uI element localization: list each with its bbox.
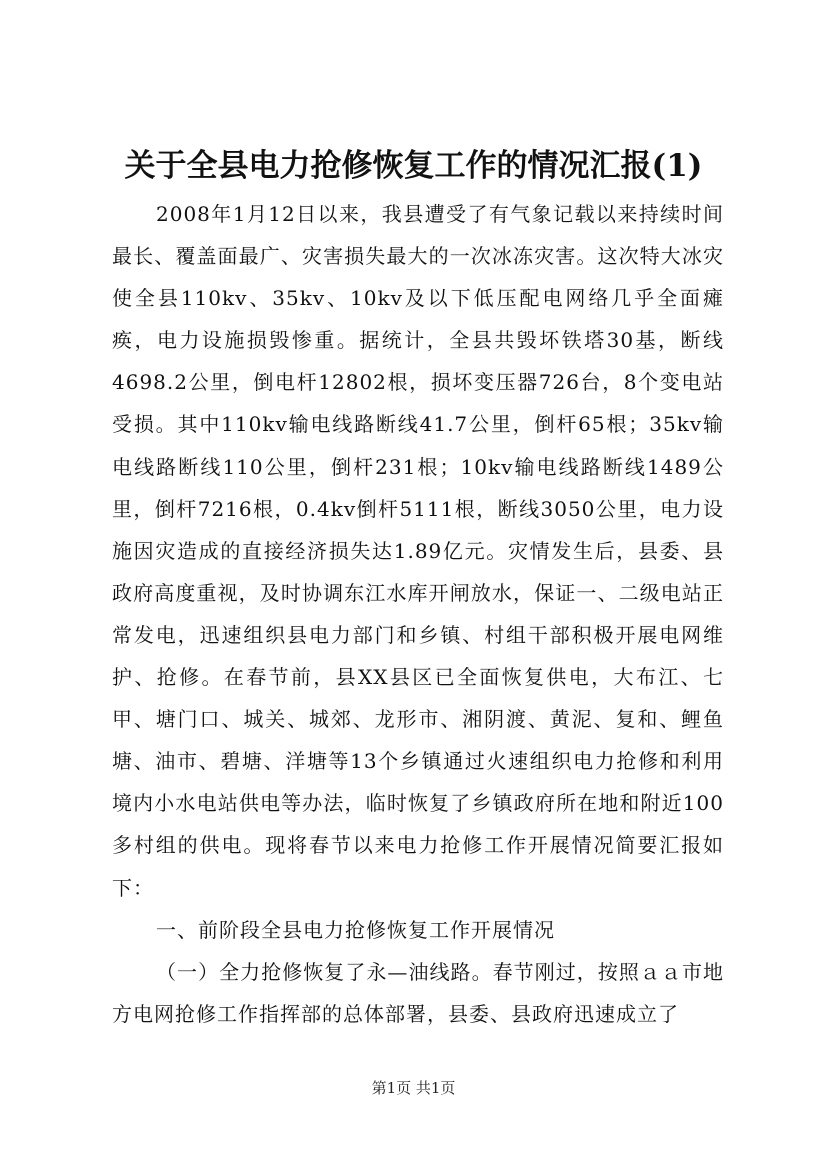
page-footer: 第1页 共1页 xyxy=(371,1079,456,1097)
document-title: 关于全县电力抢修恢复工作的情况汇报(1) xyxy=(124,148,703,184)
document-body xyxy=(112,193,724,1035)
paragraph-subsection-1: （一）全力抢修恢复了永—油线路。春节刚过，按照ａａ市地方电网抢修工作指挥部的总体部署，县委、县政府迅速成立了 xyxy=(112,959,724,1026)
section-heading: 一、前阶段全县电力抢修恢复工作开展情况 xyxy=(156,917,555,942)
paragraph-intro: 2008年1月12日以来，我县遭受了有气象记载以来持续时间最长、覆盖面最广、灾害损失最大的一次冰冻灾害。这次特大冰灾使全县110kv、35kv、10kv及以下低压配电网络几乎全面瘫痪，电力设施损毁惨重。据统计，全县共毁坏铁塔30基，断线4698.2公里，倒电杆12802根，损坏变压器726台，8个变电站受损。其中110kv输电线路断线41.7公里，倒杆65根；35kv输电线路断线110公里，倒杆231根；10kv输电线路断线1489公里，倒杆7216根，0.4kv倒杆5111根，断线3050公里，电力设施因灾造成的直接经济损失达1.89亿元。灾情发生后，县委、县政府高度重视，及时协调东江水库开闸放水，保证一、二级电站正常发电，迅速组织县电力部门和乡镇、村组干部积极开展电网维护、抢修。在春节前，县XX县区已全面恢复供电，大布江、七甲、塘门口、城关、城郊、龙形市、湘阴渡、黄泥、复和、鲤鱼塘、油市、碧塘、洋塘等13个乡镇通过火速组织电力抢修和利用境内小水电站供电等办法，临时恢复了乡镇政府所在地和附近100多村组的供电。现将春节以来电力抢修工作开展情况简要汇报如下： xyxy=(112,202,724,900)
